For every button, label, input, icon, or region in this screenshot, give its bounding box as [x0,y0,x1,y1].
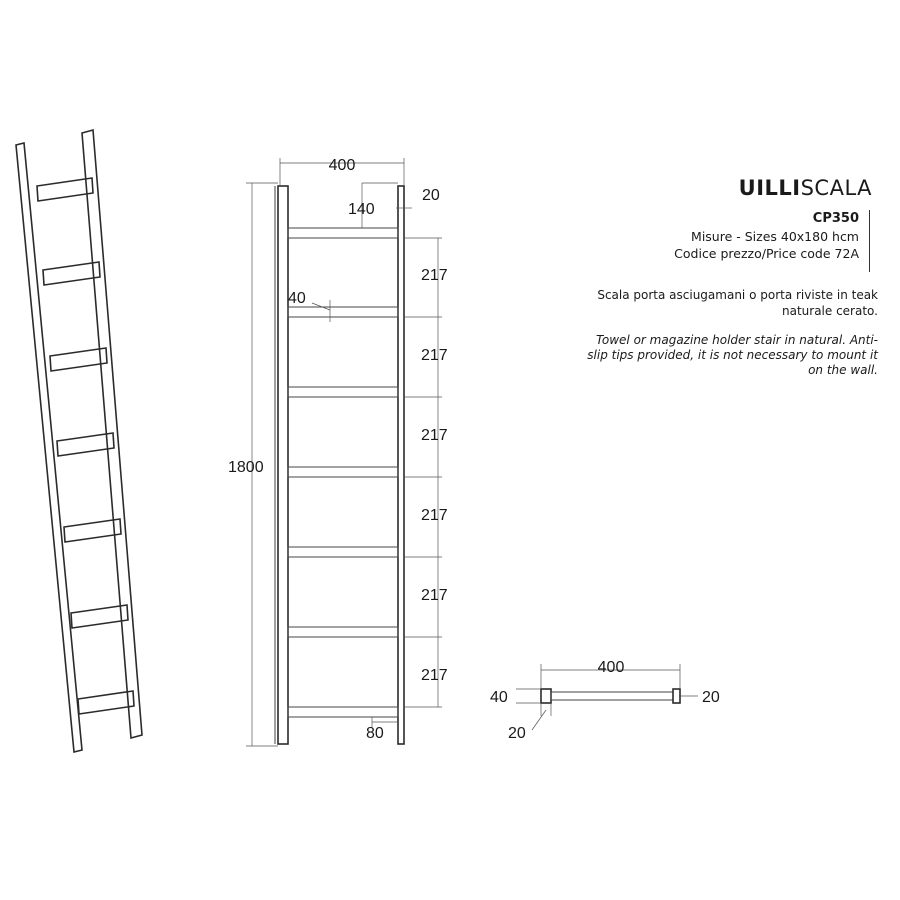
front-rung [288,307,398,317]
dim-rung-spacing: 217 [421,267,448,284]
ladder-rung [57,433,114,456]
top-left-rail [541,689,551,703]
front-rung [288,707,398,717]
product-info [599,210,870,272]
front-rung [288,627,398,637]
product-code: CP350 [812,211,859,226]
dim-bottom: 80 [366,725,384,742]
dim-top-width: 400 [597,659,625,676]
dim-rung-thickness: 40 [288,290,306,307]
front-rung [288,467,398,477]
dim-rung-spacing: 217 [421,427,448,444]
dim-top-bottom: 20 [508,725,526,742]
description-italian: Scala porta asciugamani o porta riviste in teak naturale cerato. [597,288,878,318]
brand-title [739,176,872,200]
dim-total-height: 1800 [228,459,264,476]
top-right-rail [673,689,680,703]
ladder-rung [37,178,93,201]
dim-top-right: 20 [702,689,720,706]
brand-name-bold: UILLI [738,176,801,200]
dim-front-width: 400 [328,157,356,174]
description-english: Towel or magazine holder stair in natural. Anti-slip tips provided, it is not necessary to mount it on the wall. [587,333,878,377]
product-price-code: Codice prezzo/Price code 72A [674,246,859,261]
dim-rung-spacing: 217 [421,507,448,524]
front-elevation-view [228,157,448,746]
dim-top-left: 40 [490,689,508,706]
dim-rung-spacing: 217 [421,667,448,684]
dim-top-gap: 140 [348,201,375,218]
leaning-ladder-view [16,130,142,752]
ladder-rung [64,519,121,542]
brand-name-light: SCALA [800,176,872,200]
dim-rung-spacing: 217 [421,587,448,604]
product-sizes: Misure - Sizes 40x180 hcm [691,229,859,244]
top-view [490,659,720,742]
ladder-rung [50,348,107,371]
front-rung [288,547,398,557]
front-rung [288,387,398,397]
front-rung [288,228,398,238]
ladder-rung [43,262,100,285]
front-left-rail [278,186,288,744]
ladder-right-rail [82,130,142,738]
ladder-left-rail [16,143,82,752]
ladder-rung [78,691,134,714]
ladder-rung [71,605,128,628]
dim-side-offset: 20 [422,187,440,204]
dim-rung-spacing: 217 [421,347,448,364]
front-right-rail [398,186,404,744]
top-rung [551,692,673,700]
rung-spacing-dimensions [404,238,448,707]
